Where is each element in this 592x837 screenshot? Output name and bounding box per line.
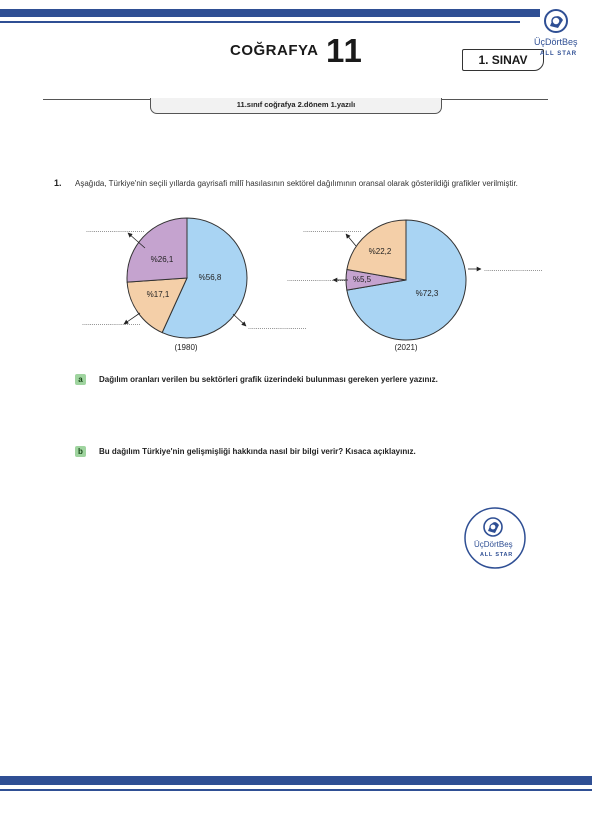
blank-1980-left: ..............................: [82, 320, 141, 327]
pie-slice-label: %22,2: [368, 247, 392, 256]
blank-2021-top: ..............................: [303, 227, 362, 234]
pie-slice-label: %72,3: [415, 289, 439, 298]
exam-label: 1. SINAV: [462, 49, 544, 71]
arrow-2021-top: [346, 234, 356, 246]
pie-slice-label: %56,8: [198, 273, 222, 282]
subject-title: COĞRAFYA: [230, 42, 319, 59]
part-a-badge: a: [75, 374, 86, 385]
bottom-border-bar: [0, 776, 592, 785]
exam-title: 11.sınıf coğrafya 2.dönem 1.yazılı: [150, 98, 442, 114]
pie-chart-2021: [346, 220, 466, 340]
year-label-2021: (2021): [394, 343, 418, 352]
pie-chart-1980: [127, 218, 247, 338]
year-label-1980: (1980): [174, 343, 198, 352]
blank-1980-top: ..............................: [86, 227, 145, 234]
part-a-text: Dağılım oranları verilen bu sektörleri grafik üzerindeki bulunması gereken yerlere yazınız.: [99, 375, 438, 384]
pie-slice-label: %5,5: [352, 275, 372, 284]
watermark-brand-name: ÜçDörtBeş: [474, 540, 513, 549]
grade-number: 11: [326, 32, 363, 69]
brand-tagline: ALL STAR: [540, 51, 578, 57]
blank-2021-left: ..............................: [287, 276, 346, 283]
brand-name: ÜçDörtBeş: [534, 37, 578, 47]
blank-1980-right: ..............................: [248, 324, 307, 331]
watermark-brand-tagline: ALL STAR: [480, 552, 514, 558]
pie-slice-label: %17,1: [146, 290, 170, 299]
arrow-1980-right: [233, 314, 246, 326]
question-text: Aşağıda, Türkiye'nin seçili yıllarda gayrisafi millî hasılasının sektörel dağılımının oransal olarak gösterildiği grafikler verilmiştir.: [75, 179, 518, 188]
brand-watermark-logo: [463, 506, 527, 570]
pie-slice-label: %26,1: [150, 255, 174, 264]
bottom-border-line: [0, 789, 592, 791]
blank-2021-right: ..............................: [484, 266, 543, 273]
part-b-text: Bu dağılım Türkiye'nin gelişmişliği hakkında nasıl bir bilgi verir? Kısaca açıklayınız.: [99, 447, 416, 456]
question-number: 1.: [54, 178, 62, 188]
part-b-badge: b: [75, 446, 86, 457]
